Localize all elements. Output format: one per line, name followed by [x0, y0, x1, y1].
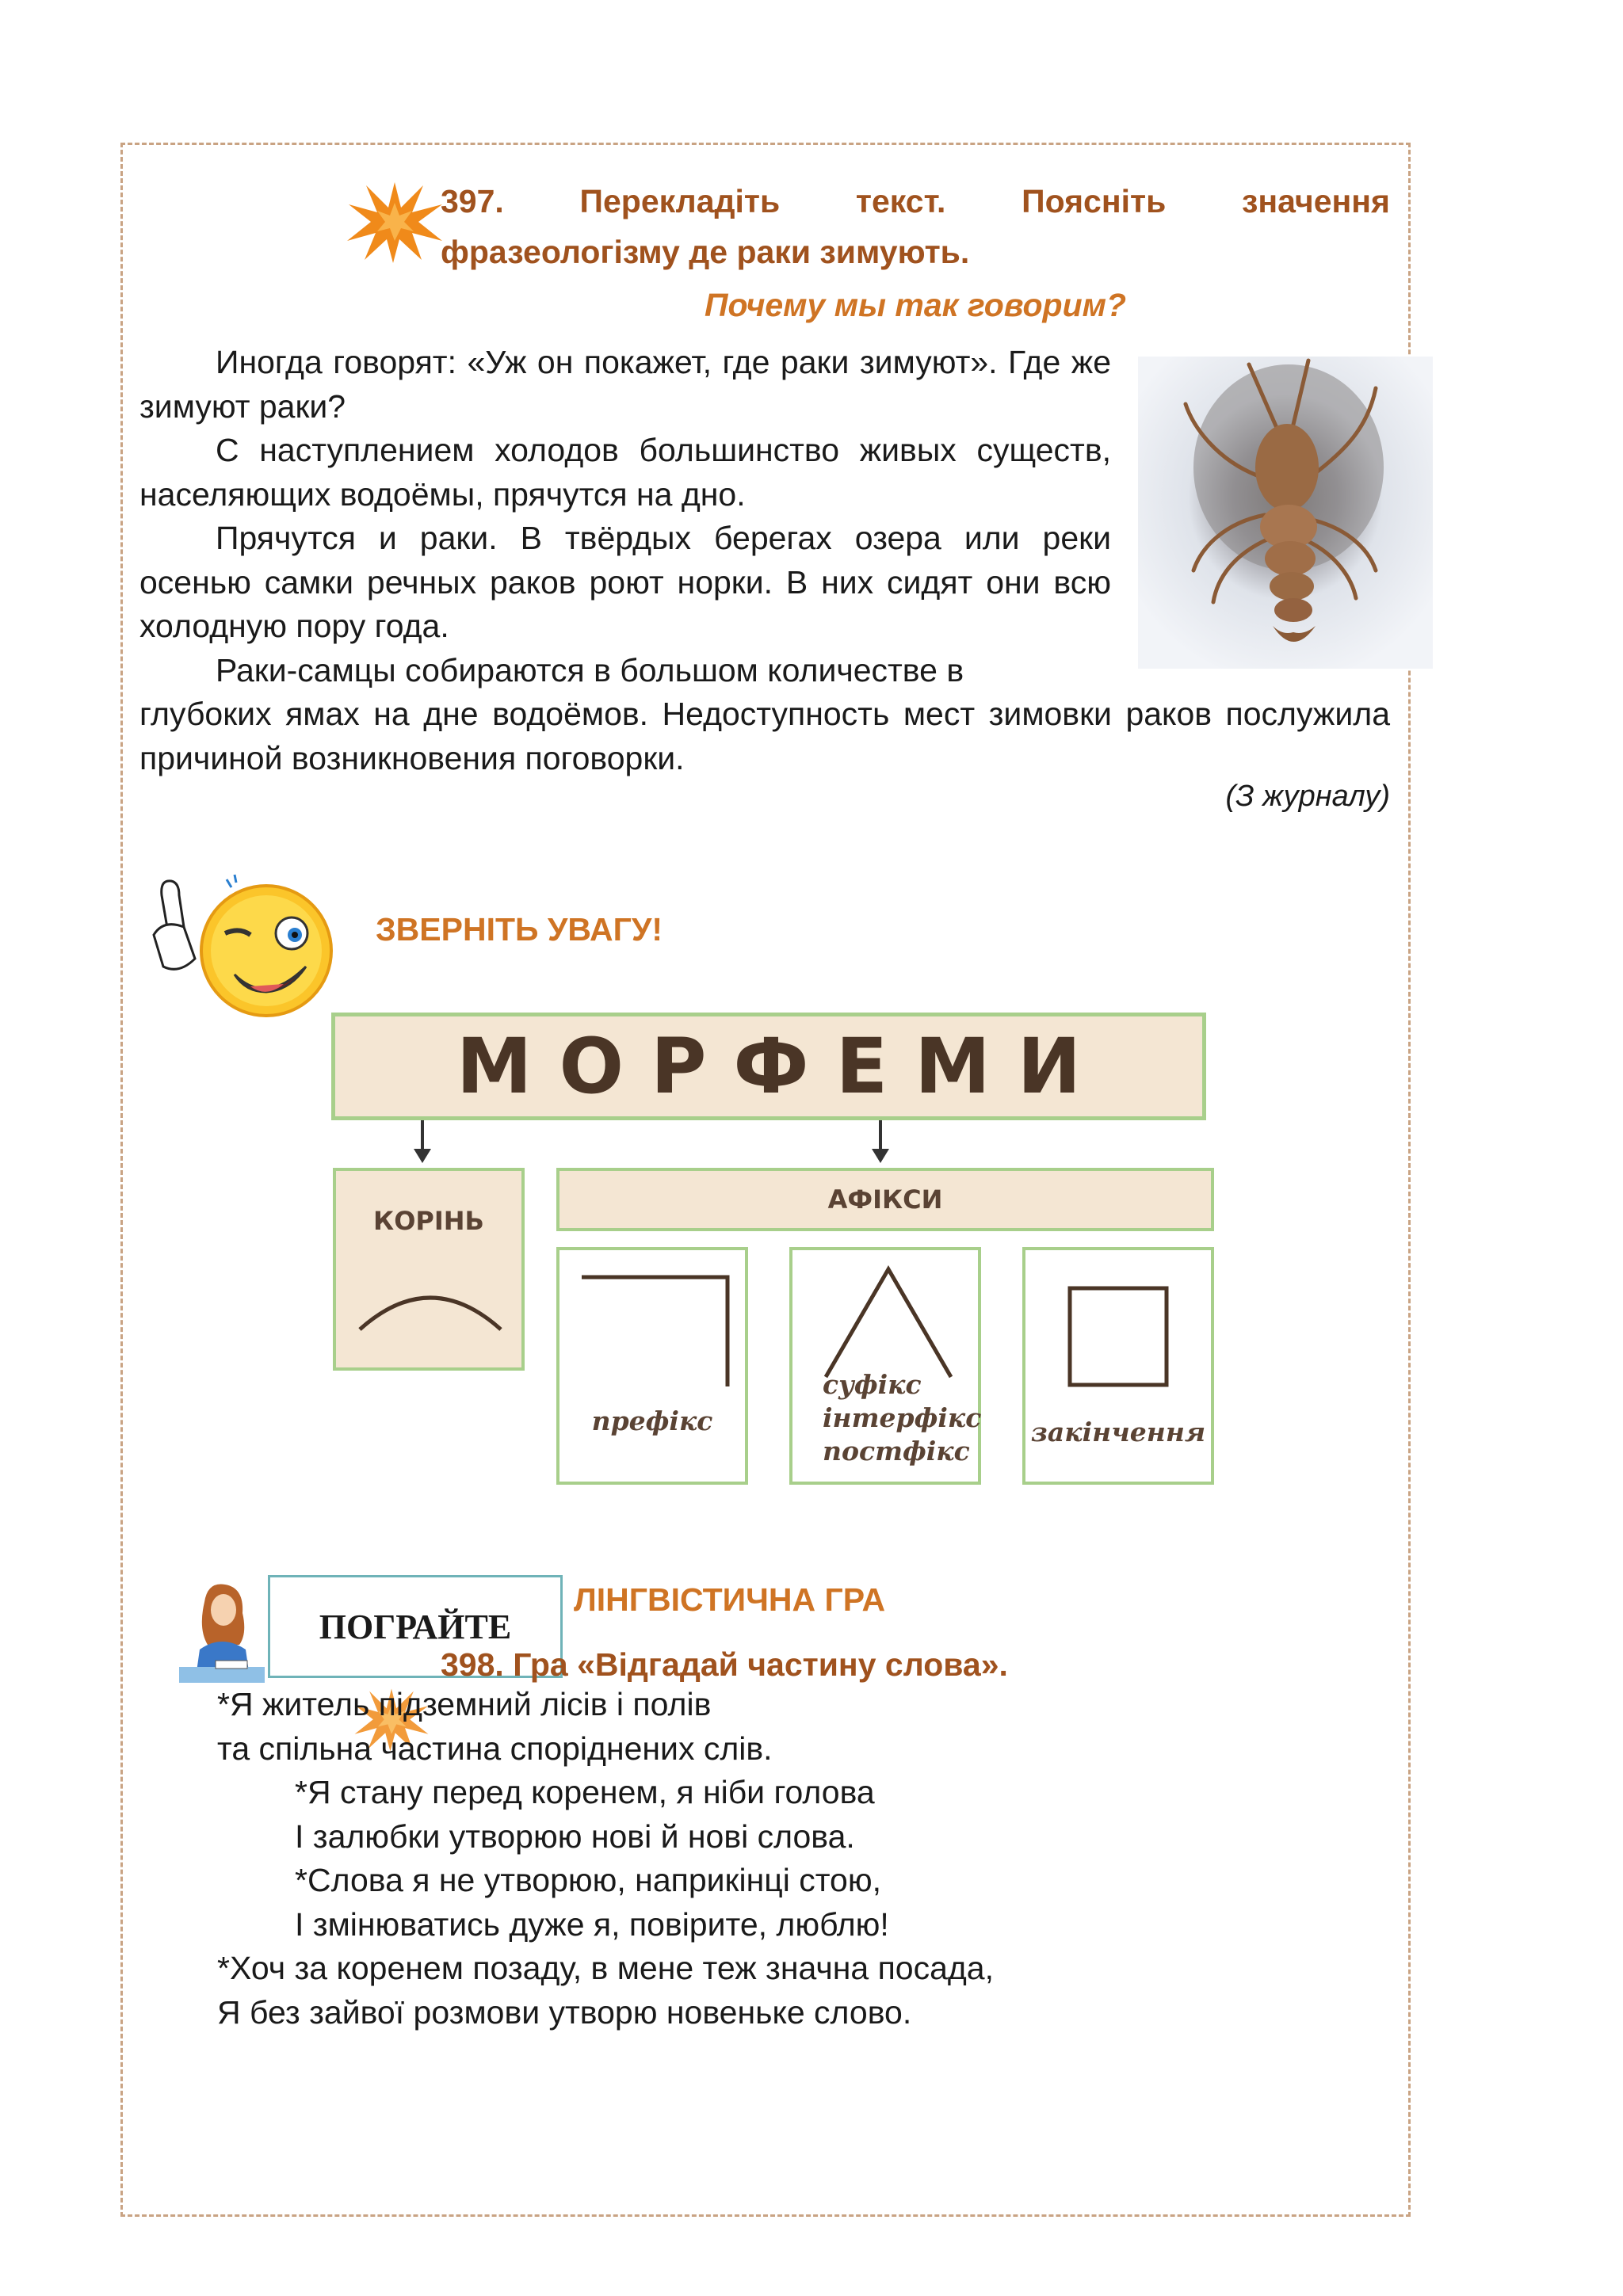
paragraph: Раки-самцы собираются в большом количестве в	[216, 651, 964, 688]
student-writing-icon	[176, 1578, 268, 1688]
russian-passage	[139, 341, 1390, 780]
paragraph: Прячутся и раки. В твёрдых берегах озера или реки осенью самки речных раков роют норки. В них сидят они всю холодную пору года.	[139, 520, 1111, 644]
poem-line: *Слова я не утворюю, наприкінці стою,	[295, 1862, 881, 1898]
heading-word: значення	[1241, 183, 1390, 219]
exercise-398-heading: 398. Гра «Відгадай частину слова».	[441, 1646, 1008, 1683]
heading-word: текст.	[855, 183, 946, 219]
interfix-label: інтерфікс	[823, 1402, 982, 1433]
suffix-label: суфікс	[823, 1369, 922, 1400]
postfix-label: постфікс	[823, 1436, 970, 1466]
paragraph: Иногда говорят: «Уж он покажет, где раки зимуют». Где же зимуют раки?	[139, 344, 1111, 425]
winking-smiley-icon	[147, 848, 338, 1030]
text-subtitle: Почему мы так говорим?	[704, 287, 1127, 323]
play-badge-label: ПОГРАЙТЕ	[319, 1607, 512, 1646]
ending-label: закінчення	[1030, 1417, 1206, 1447]
paragraph: глубоких ямах на дне водоёмов. Недоступность мест зимовки раков послужила причиной возникновения поговорки.	[139, 696, 1390, 776]
prefix-symbol-icon	[579, 1272, 734, 1391]
poem-line: І залюбки утворюю нові й нові слова.	[295, 1817, 855, 1855]
arrow-down-icon	[869, 1120, 892, 1165]
riddle-poem	[217, 1683, 994, 2035]
star-burst-icon	[346, 181, 444, 265]
poem-line: та спільна частина споріднених слів.	[217, 1730, 773, 1767]
heading-word: 397.	[441, 183, 504, 219]
morphemes-title: МОРФЕМИ	[456, 1022, 1109, 1111]
suffix-box	[789, 1247, 981, 1485]
prefix-box	[556, 1247, 748, 1485]
ending-box	[1022, 1247, 1214, 1485]
affixes-label: АФІКСИ	[827, 1184, 943, 1215]
suffix-symbol-icon	[821, 1263, 956, 1382]
heading-word: Перекладіть	[579, 183, 781, 219]
game-heading: ЛІНГВІСТИЧНА ГРА	[574, 1581, 886, 1618]
attention-heading: ЗВЕРНІТЬ УВАГУ!	[376, 911, 663, 948]
poem-line: *Я житель підземний лісів і полів	[217, 1686, 712, 1722]
poem-line: Я без зайвої розмови утворю новеньке слово.	[217, 1993, 912, 2031]
heading-word: Поясніть	[1022, 183, 1167, 219]
root-box	[333, 1168, 525, 1371]
poem-line: І змінюватись дуже я, повірите, люблю!	[295, 1905, 889, 1943]
paragraph: С наступлением холодов большинство живых существ, населяющих водоёмы, прячутся на дно.	[139, 432, 1111, 513]
morphemes-title-box	[331, 1013, 1206, 1120]
heading-line-2: фразеологізму де раки зимують.	[441, 234, 970, 270]
poem-line: *Я стану перед коренем, я ніби голова	[295, 1774, 875, 1810]
prefix-label: префікс	[591, 1405, 713, 1436]
poem-line: *Хоч за коренем позаду, в мене теж значна посада,	[217, 1950, 994, 1986]
root-label: КОРІНЬ	[373, 1206, 484, 1236]
source-note: (З журналу)	[1225, 780, 1390, 813]
exercise-397-heading	[441, 176, 1390, 277]
root-arc-icon	[355, 1274, 506, 1337]
affixes-box	[556, 1168, 1214, 1231]
arrow-down-icon	[411, 1120, 434, 1165]
ending-symbol-icon	[1067, 1285, 1170, 1388]
